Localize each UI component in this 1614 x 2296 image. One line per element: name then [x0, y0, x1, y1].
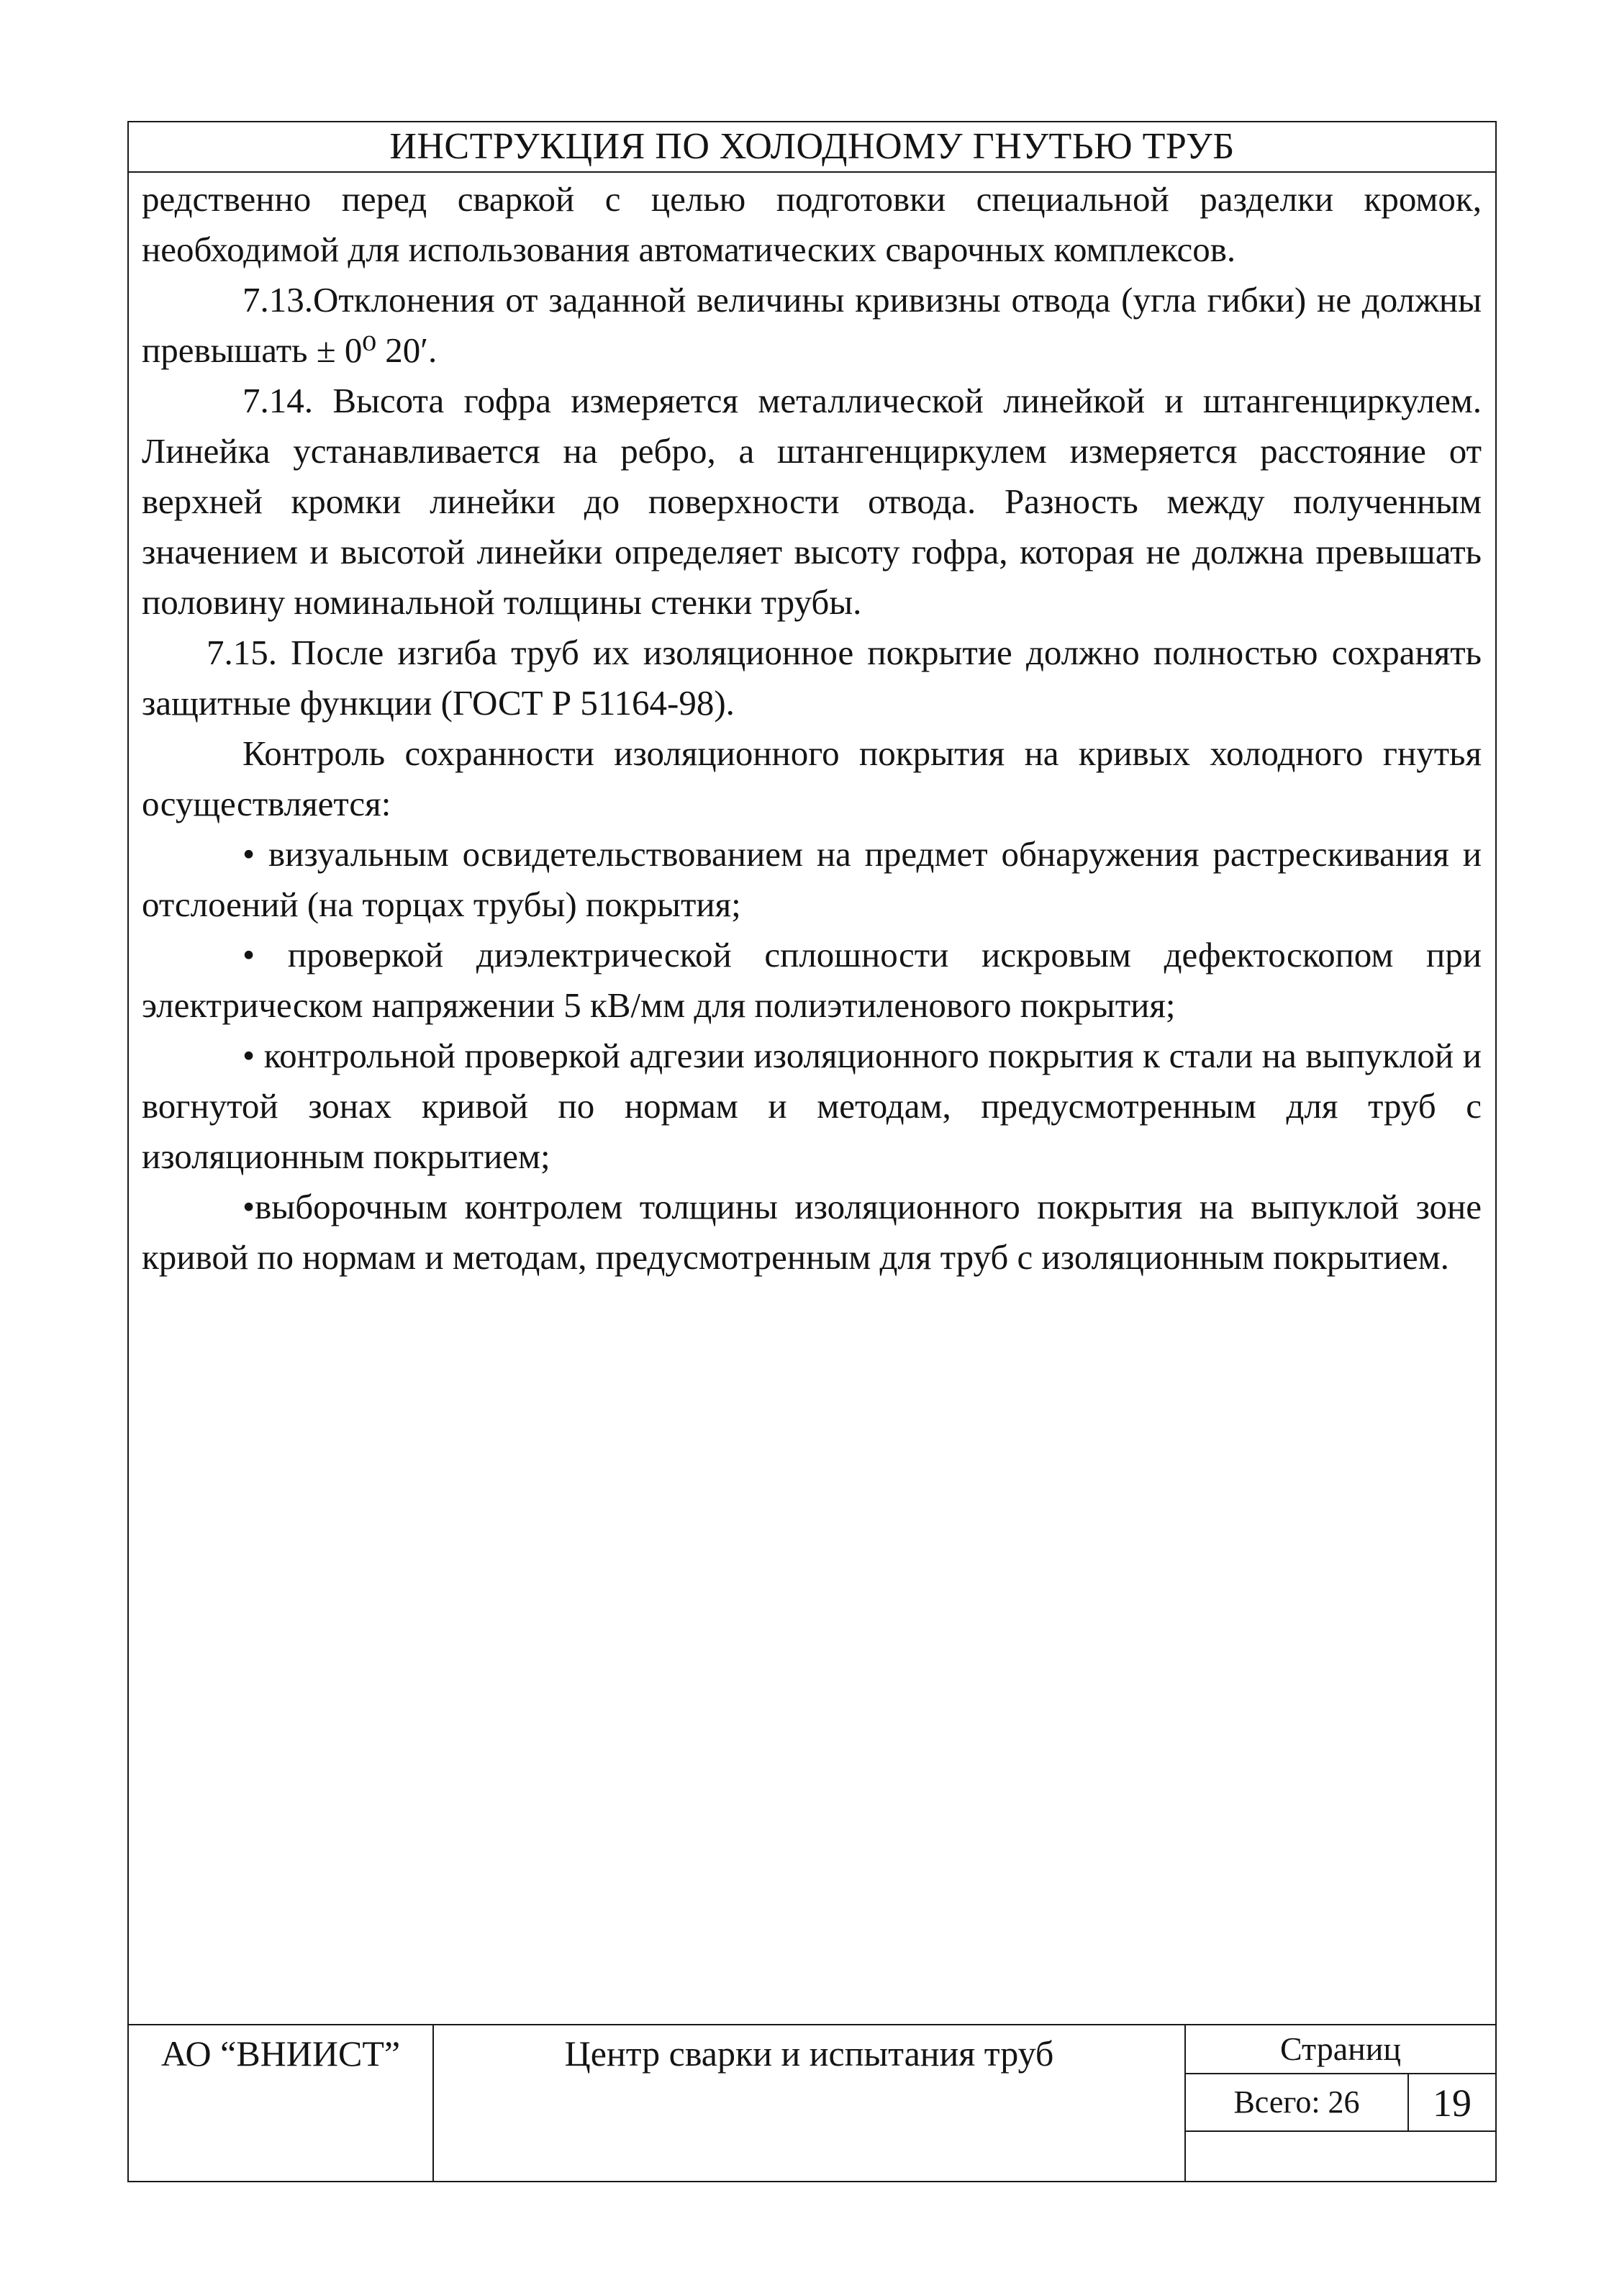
list-item-dielectric-check: • проверкой диэлектрической сплошности искровым дефектоскопом при электрическом напряжении 5 кВ/мм для полиэтиленового покрытия; [142, 935, 1482, 1025]
document-header-title: ИНСТРУКЦИЯ ПО ХОЛОДНОМУ ГНУТЬЮ ТРУБ [129, 122, 1495, 173]
list-item-thickness-check: •выборочным контролем толщины изоляционного покрытия на выпуклой зоне кривой по нормам и методам, предусмотренным для труб с изоляционным покрытием. [142, 1187, 1482, 1277]
paragraph-7-13: 7.13.Отклонения от заданной величины кривизны отвода (угла гибки) не должны превышать ± 0⁰ 20′. [142, 280, 1482, 370]
document-body [142, 174, 1482, 1283]
total-pages: Всего: 26 [1186, 2074, 1409, 2132]
footer-department-cell [434, 2025, 1186, 2182]
list-item-visual-inspection: • визуальным освидетельствованием на предмет обнаружения растрескивания и отслоений (на торцах трубы) покрытия; [142, 834, 1482, 924]
organization-name: АО “ВНИИСТ” [160, 2033, 401, 2074]
paragraph-control-intro: Контроль сохранности изоляционного покрытия на кривых холодного гнутья осуществляется: [142, 733, 1482, 823]
page-number: 19 [1409, 2074, 1495, 2132]
department-name: Центр сварки и испытания труб [564, 2033, 1054, 2074]
title-block-footer [129, 2024, 1495, 2182]
paragraph-7-14: 7.14. Высота гофра измеряется металлической линейкой и штангенциркулем. Линейка устанавливается на ребро, а штангенциркулем измеряется расстояние от верхней кромки линейки до поверхности отвода. Разность между полученным значением и высотой линейки определяет высоту гофра, которая не должна превышать половину номинальной толщины стенки трубы. [142, 381, 1482, 622]
pages-label: Страниц [1186, 2025, 1495, 2074]
paragraph-continuation: редственно перед сваркой с целью подготовки специальной разделки кромок, необходимой для использования автоматических сварочных комплексов. [142, 179, 1482, 269]
footer-organization-cell [129, 2025, 434, 2182]
footer-pages-cell [1186, 2025, 1495, 2182]
document-frame [127, 121, 1497, 2182]
paragraph-7-15: 7.15. После изгиба труб их изоляционное покрытие должно полностью сохранять защитные функции (ГОСТ Р 51164-98). [142, 633, 1482, 723]
list-item-adhesion-check: • контрольной проверкой адгезии изоляционного покрытия к стали на выпуклой и вогнутой зонах кривой по нормам и методам, предусмотренным для труб с изоляционным покрытием; [142, 1036, 1482, 1176]
